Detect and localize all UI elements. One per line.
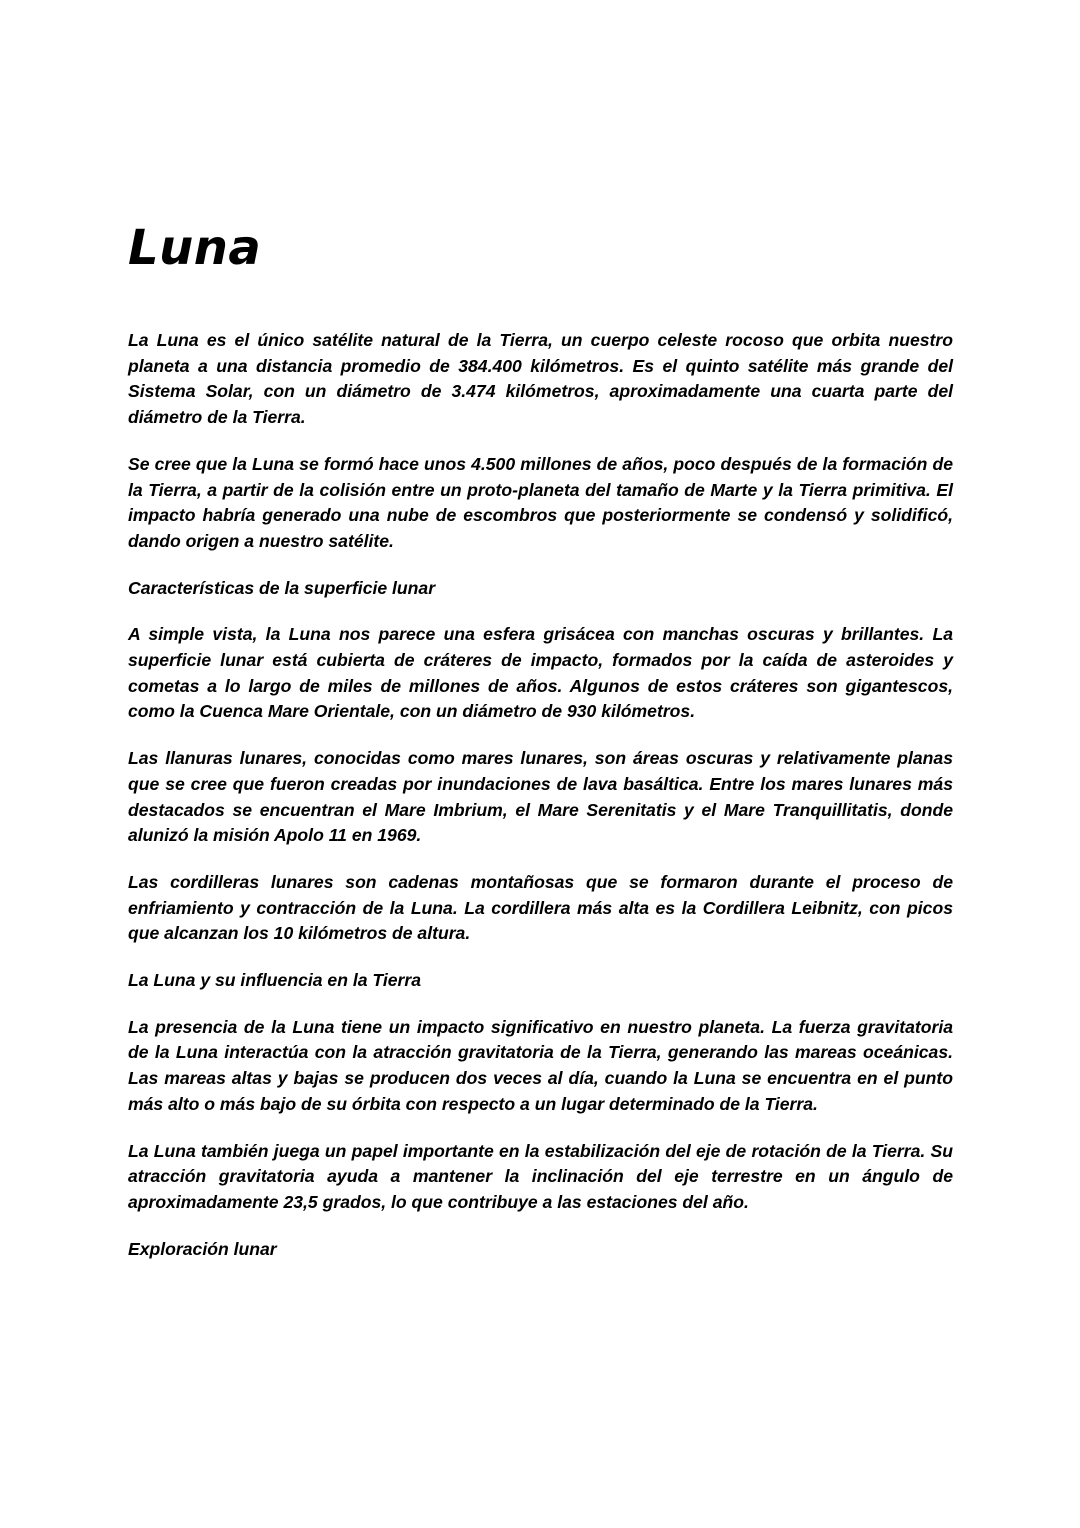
section-heading-influence: La Luna y su influencia en la Tierra <box>128 970 421 991</box>
section-heading-surface: Características de la superficie lunar <box>128 577 436 598</box>
paragraph-mountains: Las cordilleras lunares son cadenas montañosas que se formaron durante el proceso de enfriamiento y contracción de la Luna. La cordillera más alta es la Cordillera Leibnitz, con picos que alcanzan los 10 kilómetros de altura. <box>128 871 953 944</box>
section-heading-exploration: Exploración lunar <box>128 1238 277 1259</box>
paragraph-craters: A simple vista, la Luna nos parece una esfera grisácea con manchas oscuras y brillantes. La superficie lunar está cubierta de cráteres de impacto, formados por la caída de asteroides y cometas a lo largo de miles de millones de años. Algunos de estos cráteres son gigantescos, como la Cuenca Mare Orientale, con un diámetro de 930 kilómetros. <box>128 624 953 722</box>
paragraph-formation: Se cree que la Luna se formó hace unos 4.500 millones de años, poco después de la formación de la Tierra, a partir de la colisión entre un proto-planeta del tamaño de Marte y la Tierra primitiva. El impacto habría generado una nube de escombros que posteriormente se condensó y solidificó, dando origen a nuestro satélite. <box>128 453 953 551</box>
document-body <box>128 328 953 1283</box>
paragraph-maria: Las llanuras lunares, conocidas como mares lunares, son áreas oscuras y relativamente planas que se cree que fueron creadas por inundaciones de lava basáltica. Entre los mares lunares más destacados se encuentran el Mare Imbrium, el Mare Serenitatis y el Mare Tranquillitatis, donde alunizó la misión Apolo 11 en 1969. <box>128 748 953 846</box>
paragraph-axis: La Luna también juega un papel importante en la estabilización del eje de rotación de la Tierra. Su atracción gravitatoria ayuda a mantener la inclinación del eje terrestre en un ángulo de aproximadamente 23,5 grados, lo que contribuye a las estaciones del año. <box>128 1140 953 1212</box>
document-title: Luna <box>128 220 262 276</box>
paragraph-tides: La presencia de la Luna tiene un impacto significativo en nuestro planeta. La fuerza gravitatoria de la Luna interactúa con la atracción gravitatoria de la Tierra, generando las mareas oceánicas. Las mareas altas y bajas se producen dos veces al día, cuando la Luna se encuentra en el punto más alto o más bajo de su órbita con respecto a un lugar determinado de la Tierra. <box>128 1016 953 1114</box>
paragraph-intro: La Luna es el único satélite natural de la Tierra, un cuerpo celeste rocoso que orbita nuestro planeta a una distancia promedio de 384.400 kilómetros. Es el quinto satélite más grande del Sistema Solar, con un diámetro de 3.474 kilómetros, aproximadamente una cuarta parte del diámetro de la Tierra. <box>128 330 953 428</box>
